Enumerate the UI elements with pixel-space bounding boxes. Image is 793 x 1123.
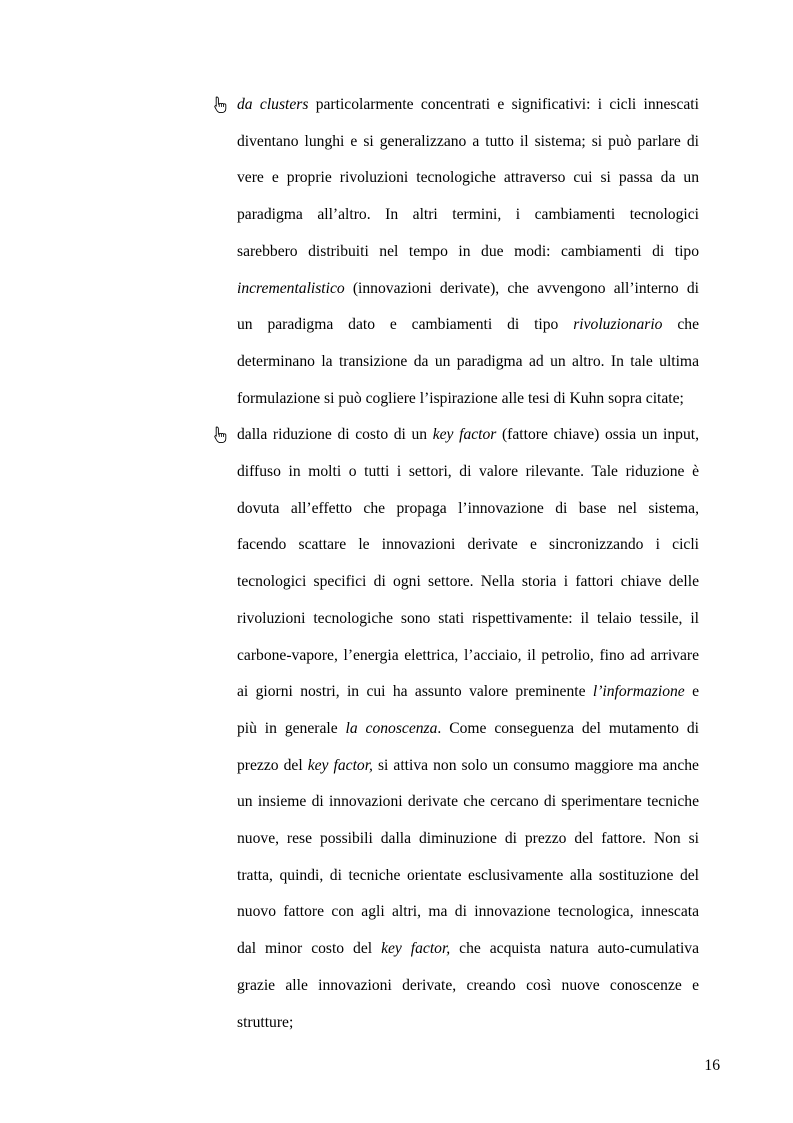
text-line <box>237 241 699 263</box>
text-line <box>237 755 699 777</box>
text-line <box>237 571 699 593</box>
italic-text: da clusters <box>237 96 309 113</box>
text-line <box>237 278 699 300</box>
text-run: formulazione si può cogliere l’ispirazione alle tesi di Kuhn sopra citate; <box>237 389 684 407</box>
text-line <box>237 131 699 153</box>
text-run: determinano la transizione da un paradigma ad un altro. In tale ultima <box>237 352 699 370</box>
text-run: dal minor costo del <box>237 940 382 958</box>
hand-pointing-right-icon <box>214 426 230 444</box>
text-run: paradigma all’altro. In altri termini, i cambiamenti tecnologici <box>237 206 699 224</box>
text-run: grazie alle innovazioni derivate, creando così nuove conoscenze e <box>237 976 699 994</box>
text-run: (fattore chiave) ossia un input, <box>496 426 699 444</box>
text-line <box>237 498 699 520</box>
italic-text: l’informazione <box>592 683 685 701</box>
text-run: (innovazioni derivate), che avvengono all’interno di <box>344 279 699 297</box>
text-line <box>237 901 699 923</box>
text-run: più in generale <box>237 719 346 737</box>
text-line <box>237 975 699 997</box>
italic-text: incrementalistico <box>237 279 345 297</box>
text-run: facendo scattare le innovazioni derivate e sincronizzando i cicli <box>237 536 699 554</box>
text-run: nuove, rese possibili dalla diminuzione di prezzo del fattore. Non si <box>237 830 699 847</box>
italic-text: rivoluzionario <box>573 316 663 334</box>
text-line <box>237 94 699 116</box>
text-run: strutture; <box>237 1013 294 1031</box>
text-line <box>237 791 699 813</box>
text-line <box>237 938 699 960</box>
text-line <box>237 204 699 226</box>
text-run: diventano lunghi e si generalizzano a tutto il sistema; si può parlare di <box>237 132 699 150</box>
text-run: sarebbero distribuiti nel tempo in due modi: cambiamenti di tipo <box>237 242 699 260</box>
text-run: carbone-vapore, l’energia elettrica, l’acciaio, il petrolio, fino ad arrivare <box>237 646 699 664</box>
text-line <box>237 167 699 189</box>
text-line <box>237 461 699 483</box>
text-line <box>237 865 699 887</box>
text-line <box>237 608 699 630</box>
text-run: diffuso in molti o tutti i settori, di valore rilevante. Tale riduzione è <box>237 463 699 480</box>
text-line <box>237 534 699 556</box>
text-run: particolarmente concentrati e significativi: i cicli innescati <box>308 96 699 113</box>
text-run: nuovo fattore con agli altri, ma di innovazione tecnologica, innescata <box>237 903 699 921</box>
text-run: si attiva non solo un consumo maggiore ma anche <box>372 756 699 774</box>
text-line <box>237 718 699 740</box>
text-line <box>237 681 699 703</box>
text-line <box>237 645 699 667</box>
page-number: 16 <box>704 1057 720 1074</box>
text-line <box>237 351 699 373</box>
text-run: che <box>662 316 699 334</box>
text-run: tratta, quindi, di tecniche orientate esclusivamente alla sostituzione del <box>237 866 699 884</box>
text-run: un insieme di innovazioni derivate che cercano di sperimentare tecniche <box>237 793 699 811</box>
text-line <box>237 828 699 850</box>
italic-text: key factor, <box>307 756 373 774</box>
italic-text: la conoscenza <box>345 719 438 737</box>
text-run: . Come conseguenza del mutamento di <box>437 719 699 737</box>
text-run: che acquista natura auto-cumulativa <box>450 940 700 958</box>
text-run: prezzo del <box>237 756 308 774</box>
text-run: dovuta all’effetto che propaga l’innovazione di base nel sistema, <box>237 499 699 517</box>
text-line <box>237 388 699 410</box>
text-line <box>237 1012 699 1034</box>
hand-pointing-right-icon <box>214 96 230 114</box>
text-run: vere e proprie rivoluzioni tecnologiche attraverso cui si passa da un <box>237 169 699 187</box>
text-line <box>237 314 699 336</box>
text-run: dalla riduzione di costo di un <box>237 426 433 444</box>
text-run: tecnologici specifici di ogni settore. Nella storia i fattori chiave delle <box>237 573 699 591</box>
italic-text: key factor, <box>381 940 451 958</box>
text-run: rivoluzioni tecnologiche sono stati rispettivamente: il telaio tessile, il <box>237 609 699 627</box>
text-run: ai giorni nostri, in cui ha assunto valore preminente <box>237 683 593 701</box>
text-line <box>237 424 699 446</box>
italic-text: key factor <box>432 426 497 444</box>
text-run: e <box>684 683 699 701</box>
text-run: un paradigma dato e cambiamenti di tipo <box>237 316 574 334</box>
